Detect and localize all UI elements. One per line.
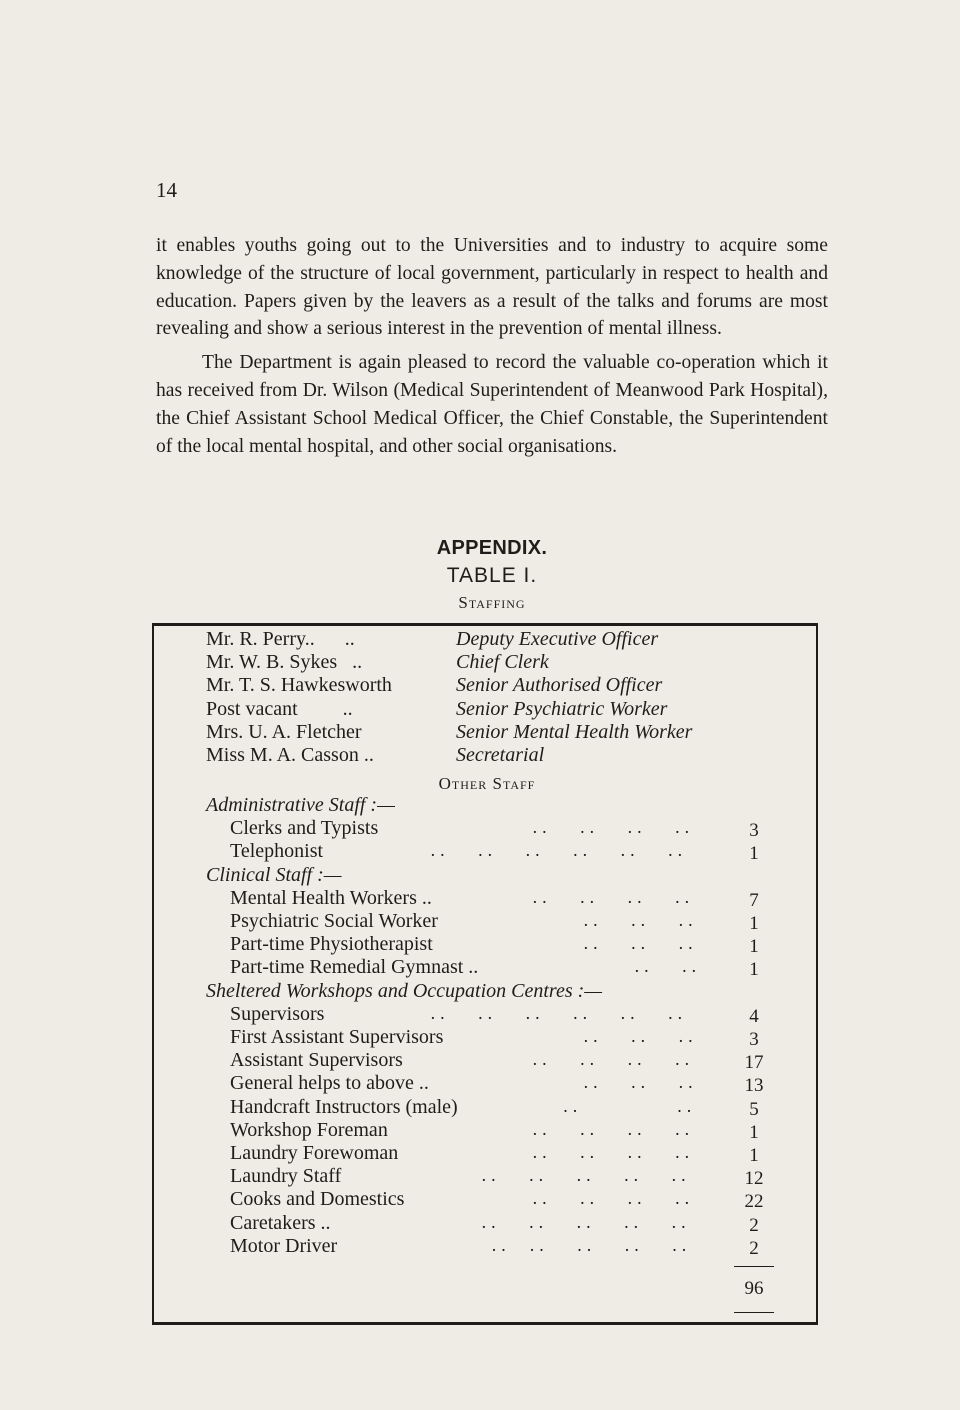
paragraph: The Department is again pleased to record the valuable co-operation which it has received from Dr. Wilson (Medical Superintendent of Meanwood Park Hospital), the Chief Assistant School Medical Officer, the Chief Constable, the Superintendent of the local mental hospital, and other social organisations. <box>156 352 828 457</box>
staff-count: 3 <box>749 1029 759 1050</box>
staff-count: 7 <box>749 889 759 911</box>
officer-role: Secretarial <box>456 744 545 766</box>
staff-count: 4 <box>749 1005 759 1027</box>
paragraph: it enables youths going out to the Universities and to industry to acquire some knowledge of the structure of local government, particularly in respect to health and education. Papers given by the leavers as a result of the talks and forums are most revealing and show a serious interest in the prevention of mental illness. <box>156 235 828 340</box>
staff-count: 1 <box>749 1145 759 1166</box>
officer-role: Chief Clerk <box>456 651 549 674</box>
staff-category: Handcraft Instructors (male) <box>230 1095 458 1118</box>
officer-name: Mr. W. B. Sykes .. <box>206 651 363 674</box>
staff-count: 1 <box>749 913 759 934</box>
staff-count: 12 <box>744 1168 764 1190</box>
staff-category: First Assistant Supervisors <box>230 1026 444 1048</box>
staff-category: Psychiatric Social Worker <box>230 910 438 932</box>
staff-count: 22 <box>744 1191 764 1213</box>
other-staff-heading: Other Staff <box>438 774 536 793</box>
officer-name: Miss M. A. Casson .. <box>206 744 374 766</box>
staff-category: Cooks and Domestics <box>230 1188 405 1211</box>
officer-role: Deputy Executive Officer <box>456 628 659 650</box>
total-value: 96 <box>744 1278 764 1299</box>
officer-role: Senior Mental Health Worker <box>456 720 693 743</box>
staff-category: Part-time Remedial Gymnast .. <box>230 956 479 979</box>
leader-dots: .. .. .. <box>583 910 698 930</box>
staff-count: 1 <box>749 936 759 958</box>
total-underline <box>734 1312 774 1313</box>
leader-dots: .. .. .. .. <box>532 1188 695 1209</box>
staff-count: 2 <box>749 1214 759 1236</box>
officer-role: Senior Psychiatric Worker <box>456 697 668 720</box>
section-title: Clinical Staff :— <box>206 863 342 886</box>
staff-count: 1 <box>749 1121 759 1143</box>
staff-count: 13 <box>744 1075 764 1097</box>
officer-name: Mrs. U. A. Fletcher <box>206 720 362 743</box>
leader-dots: .. .. .. <box>583 933 698 954</box>
leader-dots: .. .. .. <box>583 1072 698 1093</box>
officer-role: Senior Authorised Officer <box>456 674 663 697</box>
section-title: Sheltered Workshops and Occupation Centres :— <box>206 979 603 1002</box>
leader-dots: .. .. .. .. .. <box>481 1165 691 1186</box>
staff-category: Workshop Foreman <box>230 1118 388 1141</box>
staff-count: 1 <box>749 843 759 865</box>
staff-category: Laundry Forewoman <box>230 1142 399 1164</box>
leader-dots: .. .. .. .. .. .. <box>430 1002 688 1023</box>
leader-dots: .. .. .. .. <box>532 1049 695 1070</box>
staff-count: 1 <box>749 959 759 981</box>
staff-category: Telephonist <box>230 840 324 863</box>
leader-dots: .. .. .. <box>583 1026 698 1046</box>
staff-category: Mental Health Workers .. <box>230 886 432 909</box>
staffing-table <box>152 623 818 1325</box>
leader-dots: .. .. .. .. <box>532 817 695 838</box>
staff-category: Caretakers .. <box>230 1211 331 1234</box>
table-subtitle: Staffing <box>458 593 526 612</box>
officer-name: Mr. R. Perry.. .. <box>206 628 355 650</box>
table-title: TABLE I. <box>446 564 538 587</box>
leader-dots: .. .. .. .. .. <box>491 1234 692 1255</box>
staff-count: 2 <box>749 1237 759 1259</box>
staff-category: Clerks and Typists <box>230 817 379 840</box>
leader-dots: .. .. .. .. .. .. <box>430 840 688 861</box>
staff-count: 17 <box>744 1052 764 1074</box>
staff-category: Part-time Physiotherapist <box>230 933 433 956</box>
body-text <box>156 232 828 466</box>
leader-dots: .. .. .. .. .. <box>481 1211 691 1232</box>
leader-dots: .. .. <box>563 1095 697 1116</box>
officer-name: Post vacant .. <box>206 697 353 720</box>
page-number: 14 <box>156 178 177 202</box>
leader-dots: .. .. .. .. <box>532 886 695 907</box>
leader-dots: .. .. <box>634 956 702 977</box>
total-rule <box>734 1266 774 1267</box>
appendix-title: APPENDIX. <box>436 537 548 559</box>
section-title: Administrative Staff :— <box>206 794 395 816</box>
staff-category: General helps to above .. <box>230 1072 429 1095</box>
staff-count: 3 <box>749 820 759 842</box>
staff-category: Laundry Staff <box>230 1165 342 1188</box>
staff-category: Supervisors <box>230 1002 325 1025</box>
staff-category: Assistant Supervisors <box>230 1049 403 1072</box>
staff-category: Motor Driver <box>230 1234 338 1257</box>
leader-dots: .. .. .. .. <box>532 1142 695 1162</box>
leader-dots: .. .. .. .. <box>532 1118 695 1139</box>
officer-name: Mr. T. S. Hawkesworth <box>206 674 392 697</box>
staff-count: 5 <box>749 1098 759 1120</box>
